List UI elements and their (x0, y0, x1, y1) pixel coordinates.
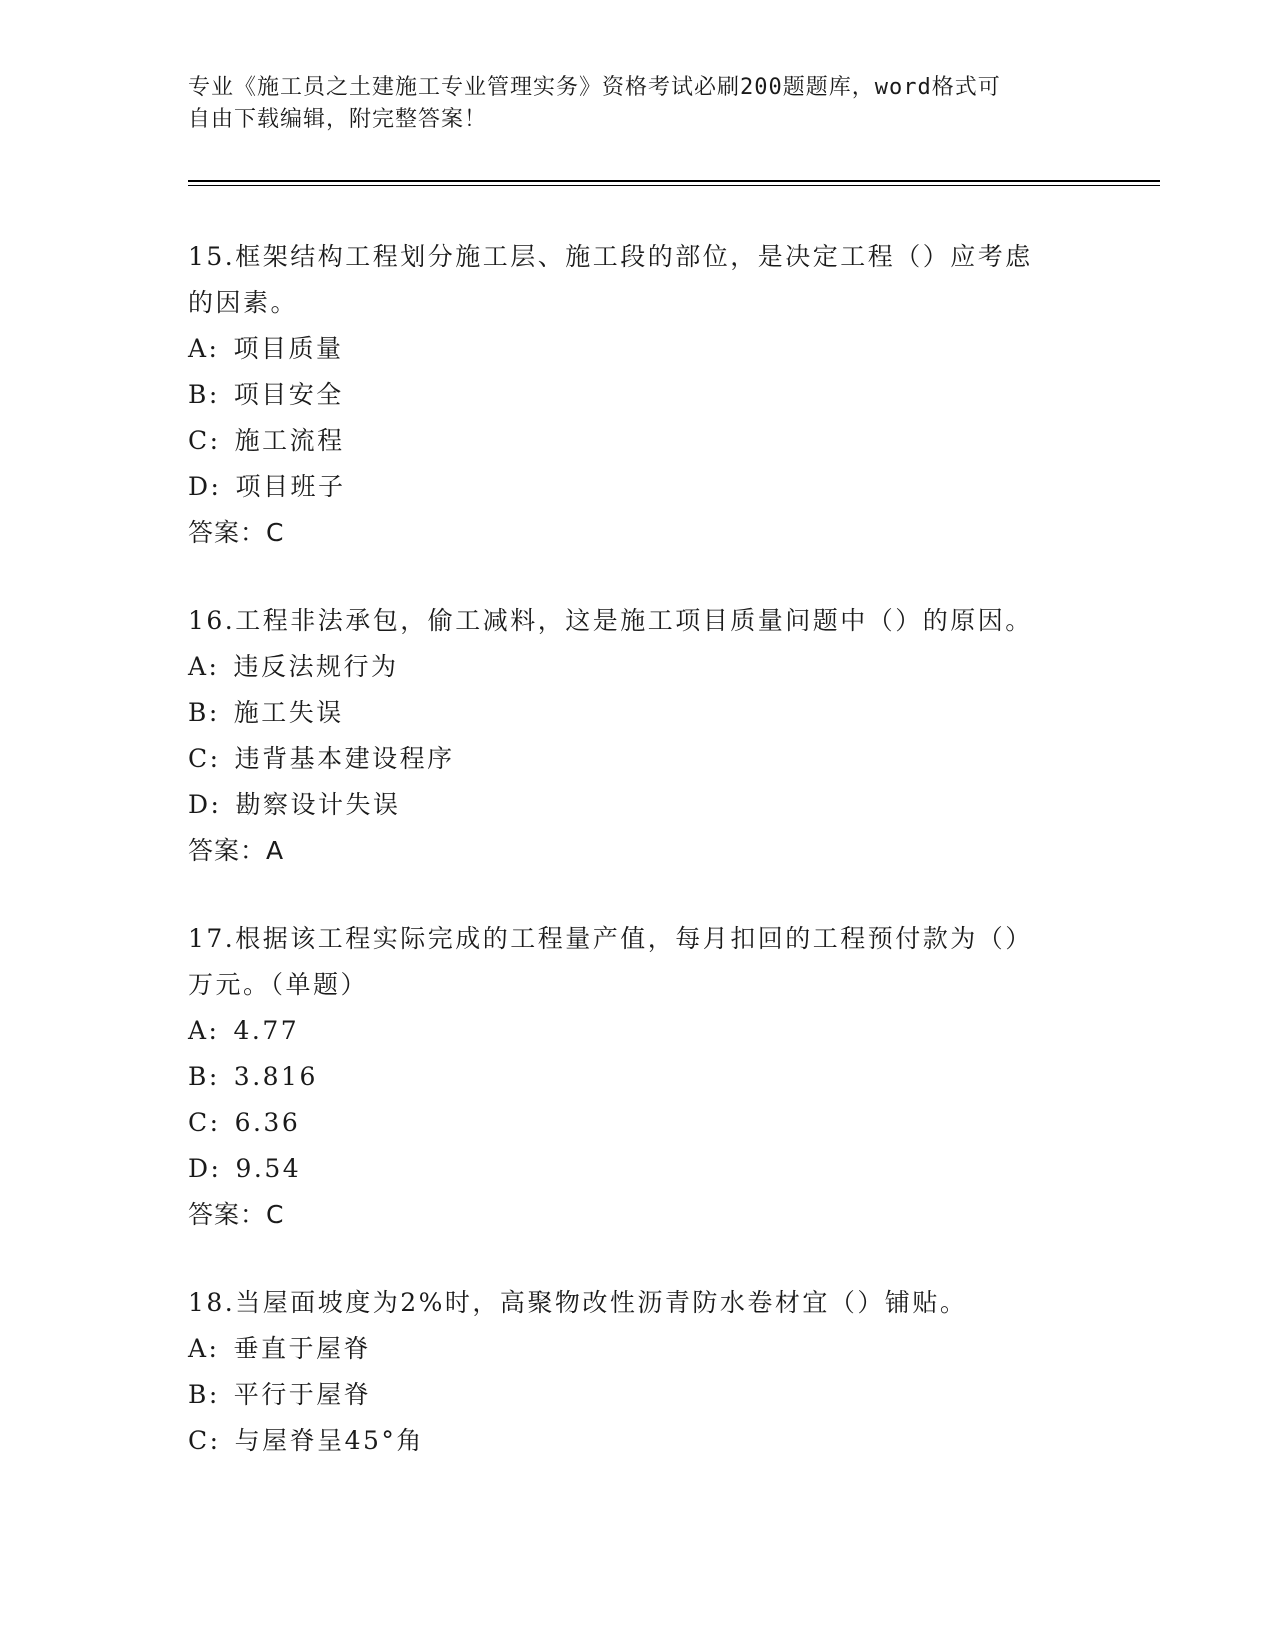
answer-line: 答案：C (188, 1200, 285, 1229)
option-text: 项目班子 (235, 472, 346, 501)
option-c (188, 1100, 1088, 1146)
header-line-1: 专业《施工员之土建施工专业管理实务》资格考试必刷200题题库，word格式可 (188, 75, 1001, 100)
question-18 (188, 1280, 1088, 1464)
option-c (188, 1418, 1088, 1464)
option-key: C: (188, 744, 221, 773)
option-text: 违背基本建设程序 (234, 744, 455, 773)
option-text: 9.54 (235, 1154, 302, 1183)
option-key: C: (188, 1108, 221, 1137)
option-key: D: (188, 472, 222, 501)
option-text: 4.77 (233, 1016, 300, 1045)
option-key: B: (188, 698, 220, 727)
question-list (188, 234, 1088, 1506)
header-line-2: 自由下载编辑，附完整答案！ (188, 107, 488, 132)
option-text: 违反法规行为 (233, 652, 399, 681)
option-a (188, 1326, 1088, 1372)
answer-line: 答案：C (188, 518, 285, 547)
option-b (188, 1372, 1088, 1418)
question-15 (188, 234, 1088, 556)
question-stem-line-1: 15.框架结构工程划分施工层、施工段的部位，是决定工程（）应考虑 (188, 242, 1033, 271)
option-b (188, 1054, 1088, 1100)
option-text: 3.816 (233, 1062, 318, 1091)
option-text: 施工流程 (234, 426, 345, 455)
option-text: 垂直于屋脊 (233, 1334, 371, 1363)
question-17 (188, 916, 1088, 1238)
question-stem-line-1: 17.根据该工程实际完成的工程量产值，每月扣回的工程预付款为（） (188, 924, 1033, 953)
option-key: A: (188, 1334, 220, 1363)
option-a (188, 326, 1088, 372)
option-d (188, 464, 1088, 510)
question-stem-line-2: 万元。（单题） (188, 970, 369, 999)
option-d (188, 782, 1088, 828)
option-text: 与屋脊呈45°角 (234, 1426, 424, 1455)
option-text: 项目质量 (233, 334, 344, 363)
option-key: B: (188, 380, 220, 409)
option-key: A: (188, 1016, 220, 1045)
option-key: A: (188, 334, 220, 363)
option-c (188, 736, 1088, 782)
option-key: B: (188, 1062, 220, 1091)
option-key: A: (188, 652, 220, 681)
page-header (188, 72, 1068, 136)
option-text: 平行于屋脊 (233, 1380, 372, 1409)
answer-line: 答案：A (188, 836, 285, 865)
option-c (188, 418, 1088, 464)
option-key: C: (188, 1426, 221, 1455)
option-key: B: (188, 1380, 220, 1409)
option-b (188, 690, 1088, 736)
option-key: D: (188, 1154, 222, 1183)
option-text: 6.36 (234, 1108, 301, 1137)
option-text: 施工失误 (233, 698, 344, 727)
option-key: C: (188, 426, 221, 455)
question-stem-line-1: 18.当屋面坡度为2%时，高聚物改性沥青防水卷材宜（）铺贴。 (188, 1288, 968, 1317)
option-a (188, 644, 1088, 690)
option-text: 项目安全 (233, 380, 344, 409)
option-d (188, 1146, 1088, 1192)
option-key: D: (188, 790, 222, 819)
question-stem-line-2: 的因素。 (188, 288, 299, 317)
header-divider (188, 180, 1160, 186)
option-text: 勘察设计失误 (235, 790, 401, 819)
option-a (188, 1008, 1088, 1054)
question-stem-line-1: 16.工程非法承包，偷工减料，这是施工项目质量问题中（）的原因。 (188, 606, 1033, 635)
question-16 (188, 598, 1088, 874)
option-b (188, 372, 1088, 418)
